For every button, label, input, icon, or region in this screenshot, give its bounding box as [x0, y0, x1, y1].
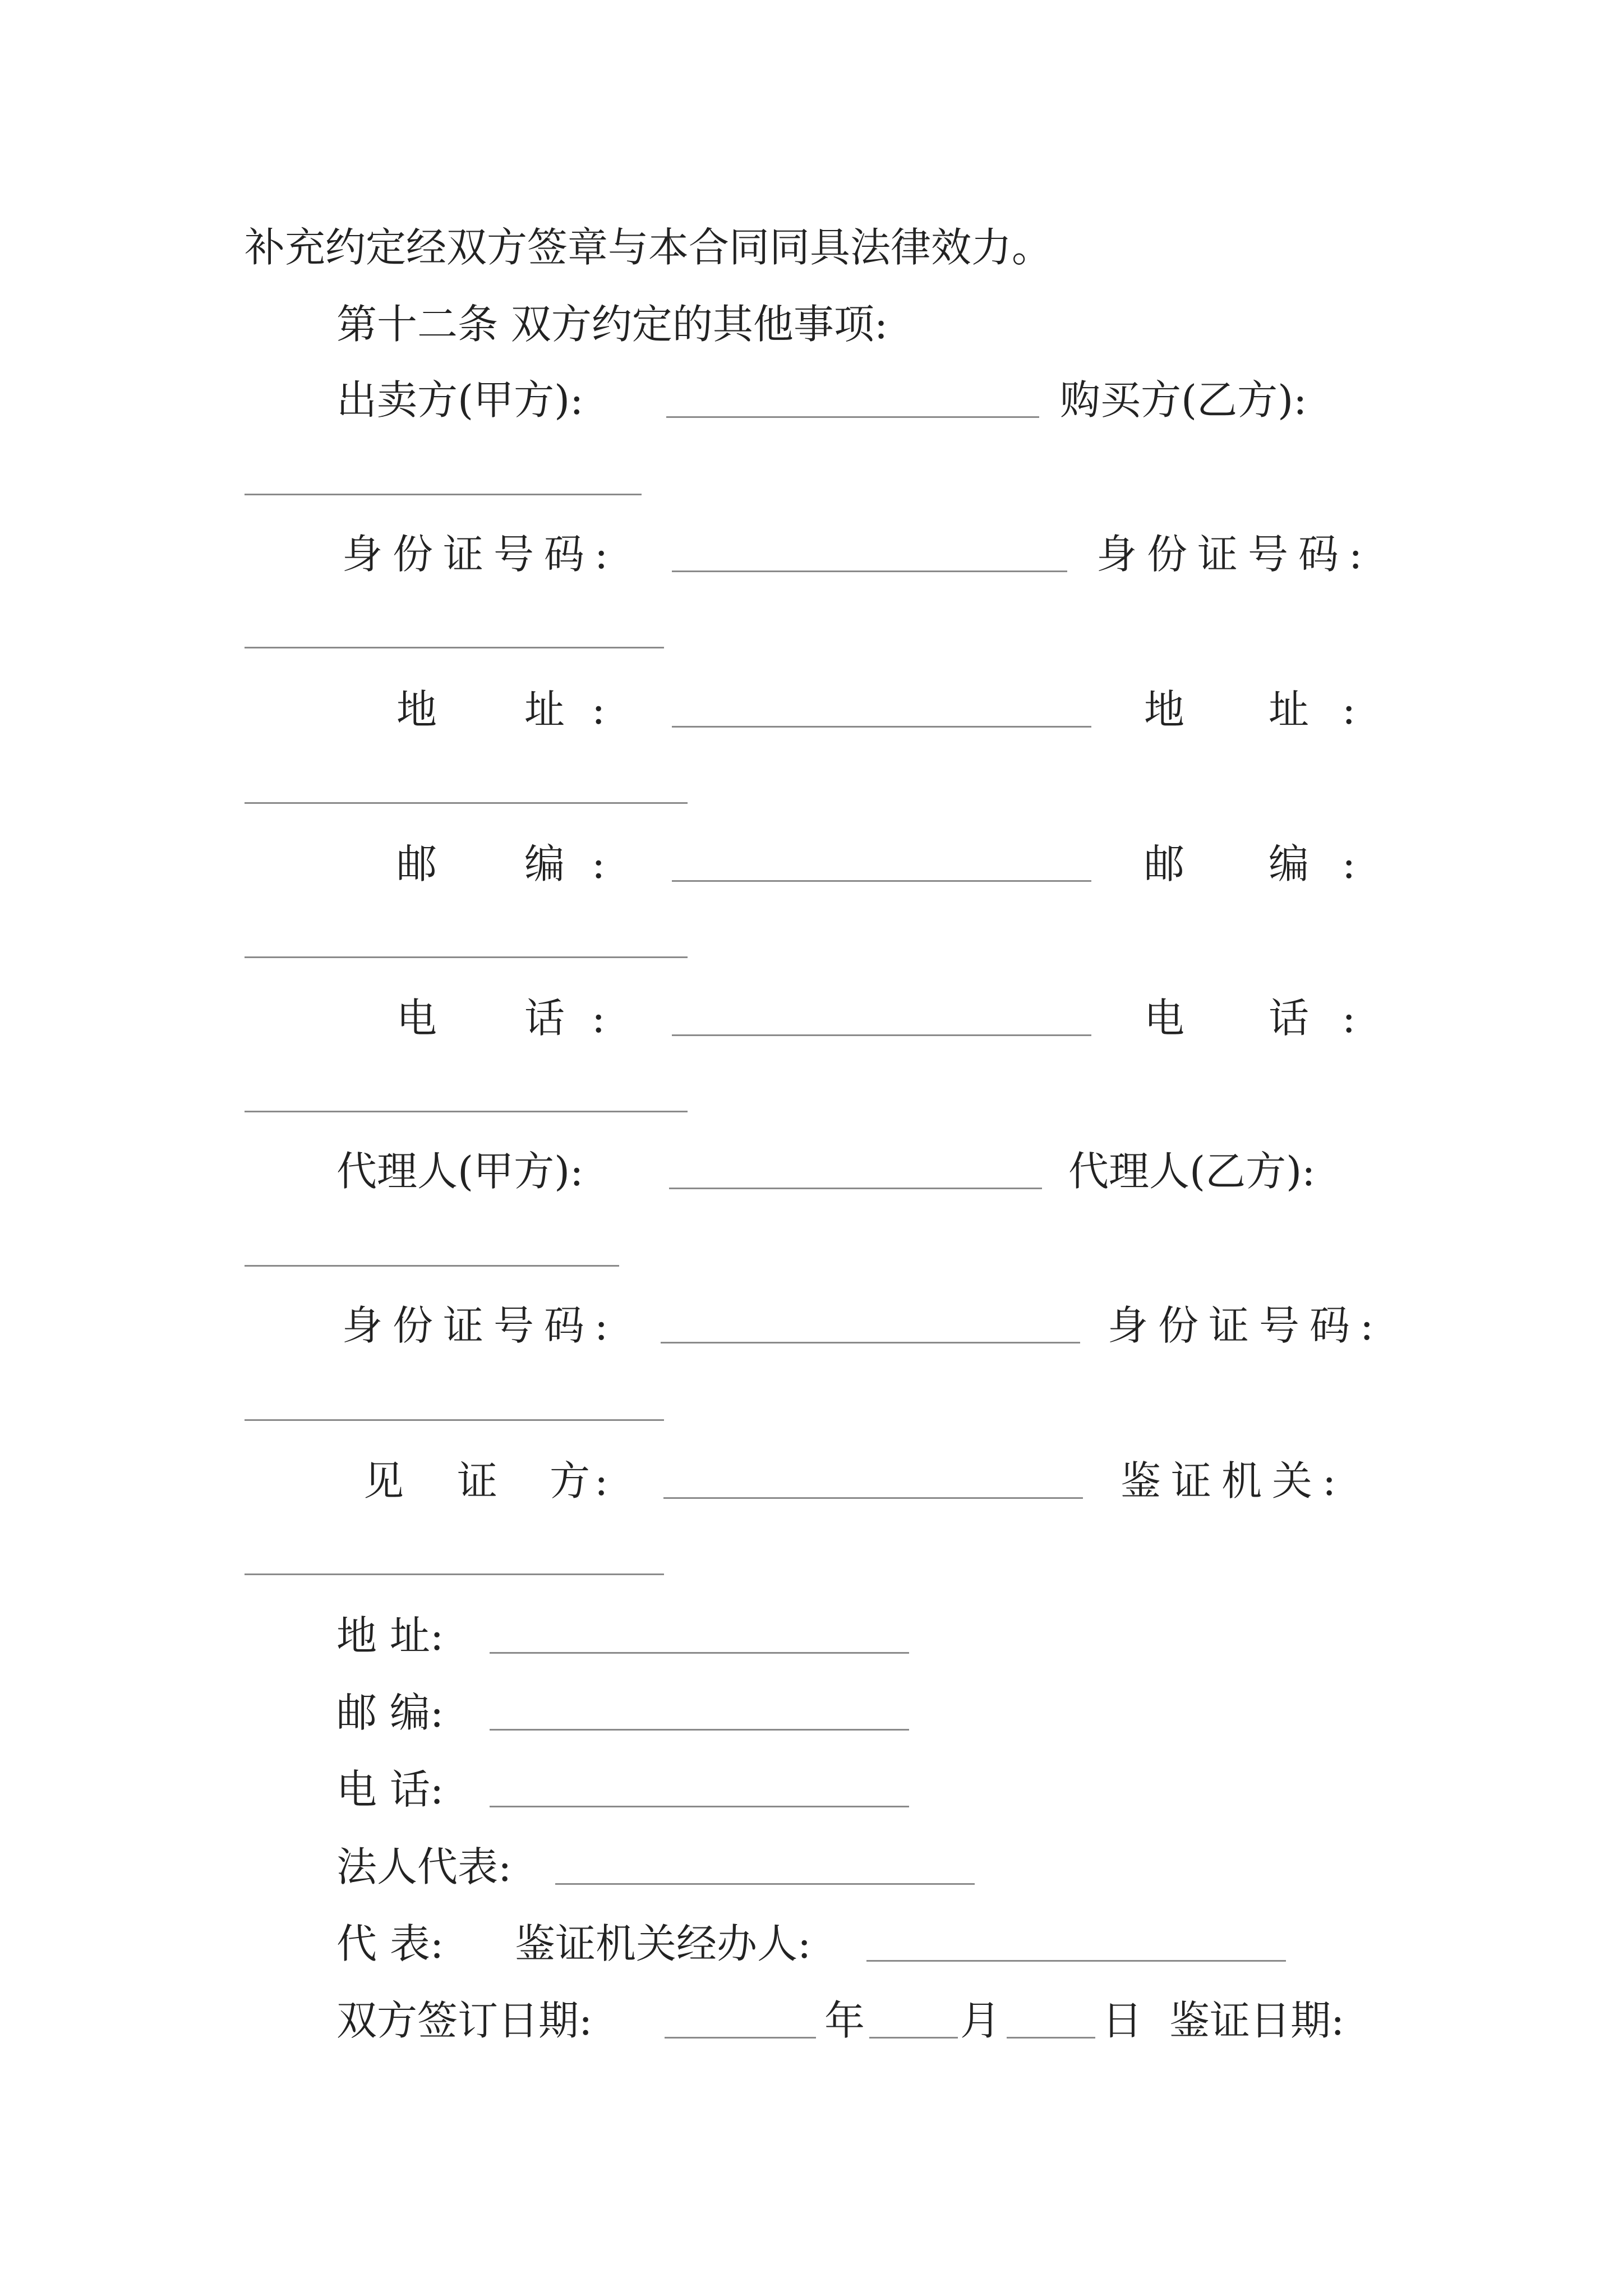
witness-char-1: 见 — [363, 1457, 404, 1504]
buyer-id-label: 身份证号码: — [1096, 531, 1373, 578]
buyer-id-field[interactable] — [245, 647, 664, 648]
agent-a-id-field[interactable] — [661, 1342, 1080, 1343]
agent-b-label: 代理人(乙方): — [1068, 1148, 1316, 1195]
year-label: 年 — [824, 1997, 865, 2044]
buyer-address-char-1: 地 — [1144, 686, 1185, 733]
sign-day-field[interactable] — [1007, 2037, 1095, 2039]
buyer-phone-colon: : — [1342, 995, 1356, 1042]
seller-postcode-colon: : — [592, 840, 606, 887]
agent-b-id-field[interactable] — [245, 1419, 664, 1421]
buyer-label: 购买方(乙方): — [1060, 376, 1307, 424]
buyer-phone-char-1: 电 — [1144, 995, 1185, 1042]
address-field[interactable] — [490, 1652, 909, 1654]
buyer-phone-char-2: 话 — [1269, 995, 1310, 1042]
sign-month-field[interactable] — [869, 2037, 958, 2039]
agent-a-label: 代理人(甲方): — [336, 1148, 584, 1195]
seller-id-field[interactable] — [672, 570, 1067, 572]
phone-label: 电 话: — [336, 1766, 444, 1813]
buyer-postcode-colon: : — [1342, 840, 1356, 887]
seller-postcode-char-2: 编 — [524, 840, 565, 887]
seller-phone-colon: : — [592, 995, 606, 1042]
seller-label: 出卖方(甲方): — [336, 376, 584, 424]
agent-a-field[interactable] — [669, 1188, 1042, 1189]
day-label: 日 — [1102, 1997, 1143, 2044]
seller-id-label: 身份证号码: — [342, 531, 619, 578]
buyer-phone-field[interactable] — [245, 1111, 688, 1112]
agent-a-id-label: 身份证号码: — [342, 1302, 619, 1349]
legal-rep-label: 法人代表: — [336, 1843, 512, 1890]
authority-officer-label: 鉴证机关经办人: — [515, 1920, 811, 1967]
buyer-postcode-char-1: 邮 — [1144, 840, 1185, 887]
seller-address-field[interactable] — [672, 726, 1091, 728]
witness-char-2: 证 — [457, 1457, 498, 1504]
intro-line: 补充约定经双方签章与本合同同具法律效力。 — [245, 224, 1053, 271]
postcode-label: 邮 编: — [336, 1689, 444, 1736]
authority-field[interactable] — [245, 1573, 664, 1575]
buyer-postcode-field[interactable] — [245, 956, 688, 958]
phone-field[interactable] — [490, 1806, 909, 1807]
buyer-address-char-2: 址 — [1269, 686, 1310, 733]
address-label: 地 址: — [336, 1612, 444, 1659]
seller-phone-char-1: 电 — [396, 995, 437, 1042]
witness-field[interactable] — [663, 1497, 1083, 1499]
buyer-name-field[interactable] — [245, 494, 642, 495]
witness-char-3: 方 — [550, 1457, 591, 1504]
buyer-address-field[interactable] — [245, 802, 688, 804]
seller-postcode-char-1: 邮 — [396, 840, 437, 887]
rep-label: 代 表: — [336, 1920, 444, 1967]
sign-date-label: 双方签订日期: — [336, 1997, 593, 2044]
buyer-postcode-char-2: 编 — [1269, 840, 1310, 887]
verify-date-label: 鉴证日期: — [1169, 1997, 1345, 2044]
seller-name-field[interactable] — [666, 416, 1039, 418]
seller-phone-field[interactable] — [672, 1034, 1091, 1036]
agent-b-id-label: 身份证号码: — [1108, 1302, 1384, 1349]
seller-phone-char-2: 话 — [524, 995, 565, 1042]
legal-rep-field[interactable] — [555, 1883, 975, 1885]
agent-b-field[interactable] — [245, 1265, 619, 1267]
seller-postcode-field[interactable] — [672, 880, 1091, 882]
sign-year-field[interactable] — [665, 2037, 816, 2039]
article-twelve-heading: 第十二条 双方约定的其他事项: — [336, 301, 888, 348]
witness-colon: : — [594, 1457, 608, 1504]
buyer-address-colon: : — [1342, 686, 1356, 733]
authority-label: 鉴证机关: — [1121, 1457, 1347, 1504]
seller-address-colon: : — [592, 686, 606, 733]
seller-address-char-2: 址 — [524, 686, 565, 733]
month-label: 月 — [960, 1997, 1001, 2044]
authority-officer-field[interactable] — [866, 1960, 1286, 1962]
seller-address-char-1: 地 — [396, 686, 437, 733]
postcode-field[interactable] — [490, 1729, 909, 1731]
